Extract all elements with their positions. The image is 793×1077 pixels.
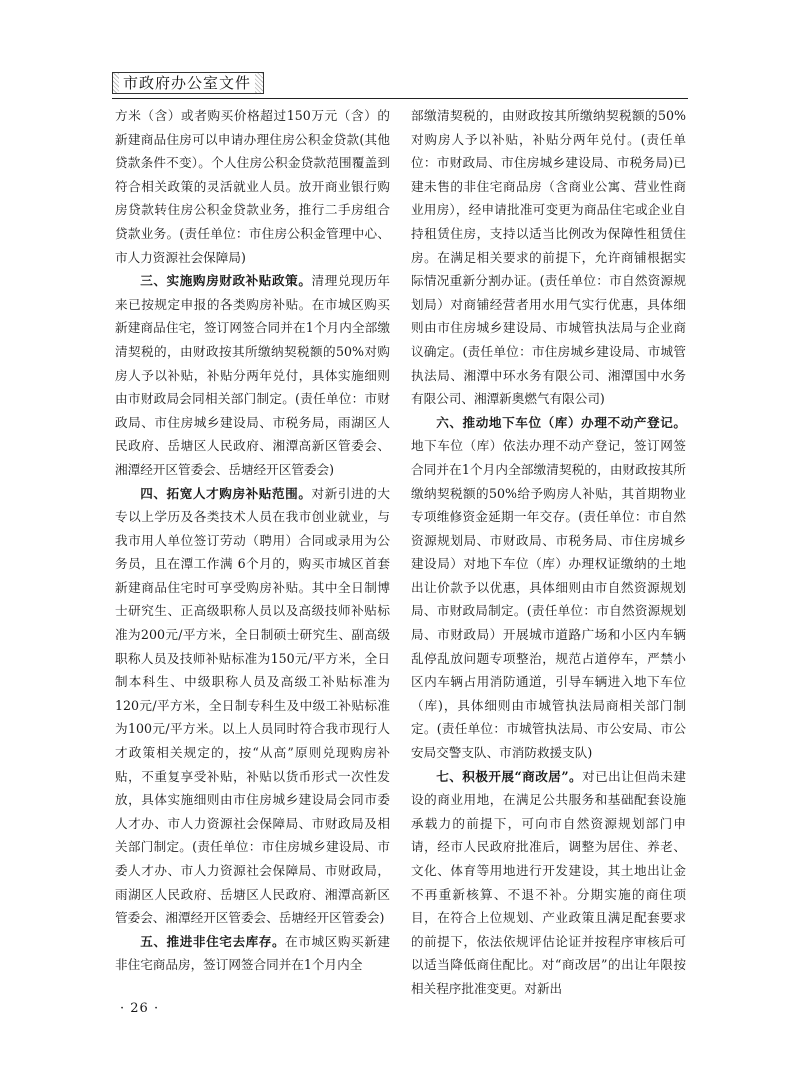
section-3-body: 清理兑现历年来已按规定申报的各类购房补贴。在市城区购买新建商品住宅，签订网签合同并在1个月内全部缴清契税的，由财政按其所缴纳契税额的50%对购房人予以补贴，补贴分两年兑付，具体实施细则由市财政局会同相关部门制定。(责任单位：市财政局、市住房城乡建设局、市税务局，雨湖区人民政府、岳塘区人民政府、湘潭高新区管委会、湘潭经开区管委会、岳塘经开区管委会): [115, 273, 391, 477]
document-header: [112, 72, 264, 94]
section-5-body: 在市城区购买新建非住宅商品房，签订网签合同并在1个月内全: [115, 933, 391, 973]
section-7-heading: 七、积极开展“商改居”。: [436, 768, 583, 784]
section-6-paragraph: [411, 411, 686, 765]
section-5-paragraph: [115, 930, 390, 977]
section-4-heading: 四、拓宽人才购房补贴范围。: [140, 485, 312, 501]
header-title: 市政府办公室文件: [119, 73, 255, 93]
section-4-paragraph: [115, 482, 390, 930]
page-number: · 26 ·: [120, 1001, 160, 1016]
paragraph-non-residential: 部缴清契税的，由财政按其所缴纳契税额的50%对购房人予以补贴，补贴分两年兑付。(责任单位：市财政局、市住房城乡建设局、市税务局)已建未售的非住宅商品房（含商业公寓、营业性商业用房），经申请批准可变更为商品住宅或企业自持租赁住房，支持以适当比例改为保障性租赁住房。在满足相关要求的前提下，允许商铺根据实际情况重新分割办证。(责任单位：市自然资源规划局）对商铺经营者用水用气实行优惠，具体细则由市住房城乡建设局、市城管执法局与企业商议确定。(责任单位：市住房城乡建设局、市城管执法局、湘潭中环水务有限公司、湘潭国中水务有限公司、湘潭新奥燃气有限公司): [411, 108, 686, 407]
section-3-paragraph: [115, 269, 390, 481]
section-3-heading: 三、实施购房财政补贴政策。: [140, 273, 312, 289]
section-5-heading: 五、推进非住宅去库存。: [140, 933, 286, 949]
left-column: [115, 104, 390, 977]
section-6-heading: 六、推动地下车位（库）办理不动产登记。: [436, 414, 686, 430]
section-6-body: 地下车位（库）依法办理不动产登记，签订网签合同并在1个月内全部缴清契税的，由财政按其所缴纳契税额的50%给予购房人补贴，其首期物业专项维修资金延期一年交存。(责任单位：市自然资源规划局、市财政局、市税务局、市住房城乡建设局）对地下车位（库）办理权证缴纳的土地出让价款予以优惠，具体细则由市自然资源规划局、市财政局制定。(责任单位：市自然资源规划局、市财政局）开展城市道路广场和小区内车辆乱停乱放问题专项整治，规范占道停车，严禁小区内车辆占用消防通道，引导车辆进入地下车位（库)，具体细则由市城管执法局商相关部门制定。(责任单位：市城管执法局、市公安局、市公安局交警支队、市消防救援支队): [411, 438, 686, 761]
section-7-body: 对已出让但尚未建设的商业用地，在满足公共服务和基础配套设施承载力的前提下，可向市自然资源规划部门申请，经市人民政府批准后，调整为居住、养老、文化、体育等用地进行开发建设，其土地出让金不再重新核算、不退不补。分期实施的商住项目，在符合上位规划、产业政策且满足配套要求的前提下，依法依规评估论证并按程序审核后可以适当降低商住配比。对“商改居”的出让年限按相关程序批准变更。对新出: [411, 768, 686, 996]
section-4-body: 对新引进的大专以上学历及各类技术人员在我市创业就业，与我市用人单位签订劳动（聘用）合同或录用为公务员，且在潭工作满 6个月的，购买市城区首套新建商品住宅时可享受购房补贴。其中全日制博士研究生、正高级职称人员以及高级技师补贴标准为200元/平方米，全日制硕士研究生、副高级职称人员及技师补贴标准为150元/平方米，全日制本科生、中级职称人员及高级工补贴标准为120元/平方米，全日制专科生及中级工补贴标准为100元/平方米。以上人员同时符合我市现行人才政策相关规定的，按“从高”原则兑现购房补贴，不重复享受补贴，补贴以货币形式一次性发放，具体实施细则由市住房城乡建设局会同市委人才办、市人力资源社会保障局、市财政局及相关部门制定。(责任单位：市住房城乡建设局、市委人才办、市人力资源社会保障局、市财政局，雨湖区人民政府、岳塘区人民政府、湘潭高新区管委会、湘潭经开区管委会、岳塘经开区管委会): [115, 485, 391, 926]
right-column: [411, 104, 686, 1001]
section-7-paragraph: [411, 765, 686, 1001]
paragraph-housing-fund: 方米（含）或者购买价格超过150万元（含）的新建商品住房可以申请办理住房公积金贷款(其他贷款条件不变）。个人住房公积金贷款范围覆盖到符合相关政策的灵活就业人员。放开商业银行购房贷款转住房公积金贷款业务，推行二手房组合贷款业务。(责任单位：市住房公积金管理中心、市人力资源社会保障局): [115, 108, 390, 265]
header-divider: [112, 98, 688, 99]
